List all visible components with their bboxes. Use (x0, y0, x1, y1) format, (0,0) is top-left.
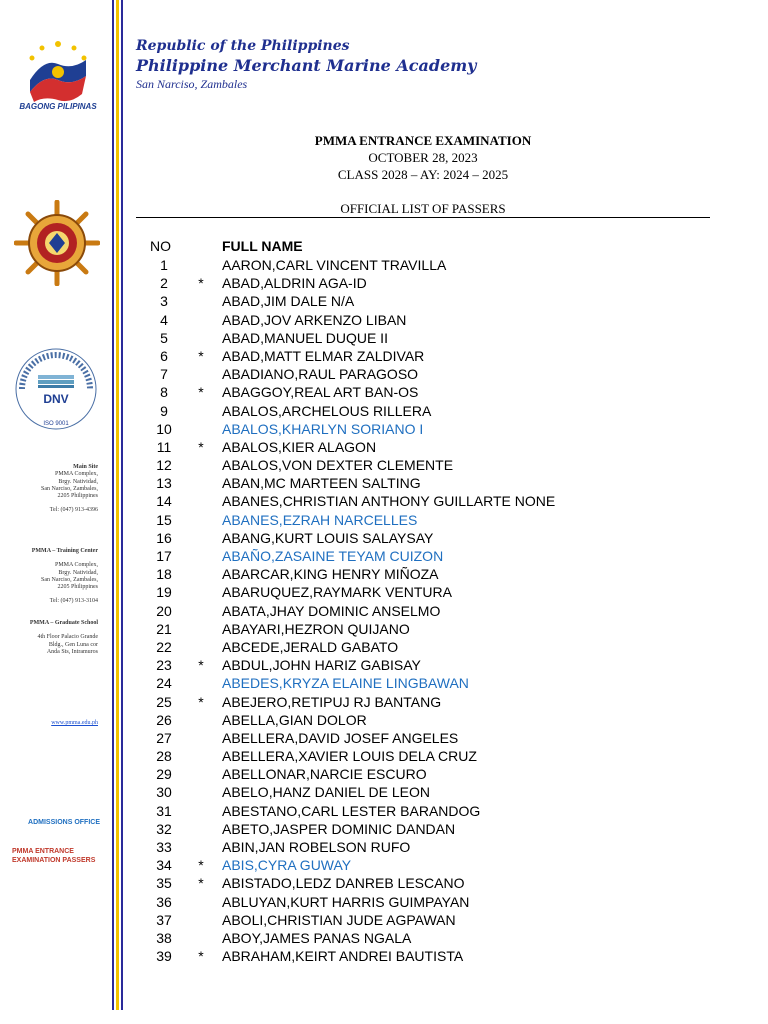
row-asterisk: * (198, 275, 204, 292)
row-full-name: ABARUQUEZ,RAYMARK VENTURA (222, 584, 452, 601)
row-asterisk: * (198, 693, 204, 710)
row-full-name: ABISTADO,LEDZ DANREB LESCANO (222, 875, 465, 892)
row-full-name: ABELLERA,DAVID JOSEF ANGELES (222, 729, 459, 746)
table-row (0, 730, 768, 748)
table-row (0, 403, 768, 421)
row-full-name: ABIS,CYRA GUWAY (222, 857, 352, 874)
row-number: 10 (156, 420, 172, 437)
main-site-line: PMMA Complex, (54, 471, 98, 478)
column-header-full-name: FULL NAME (222, 238, 303, 254)
table-row (0, 657, 768, 675)
row-full-name: ABANES,CHRISTIAN ANTHONY GUILLARTE NONE (222, 493, 556, 510)
grad-line: Bldg., Gen Luna cor (48, 641, 98, 648)
row-asterisk: * (198, 875, 204, 892)
row-full-name: ABARCAR,KING HENRY MIÑOZA (222, 566, 439, 583)
main-site-line: San Narciso, Zambales, (41, 485, 98, 492)
training-tel: Tel: (047) 913-3104 (49, 598, 98, 605)
passers-list (0, 257, 768, 966)
row-full-name: ABDUL,JOHN HARIZ GABISAY (222, 657, 421, 674)
row-number: 12 (156, 457, 172, 474)
svg-text:DNV: DNV (43, 392, 69, 406)
row-number: 36 (156, 893, 172, 910)
table-row (0, 948, 768, 966)
row-number: 18 (156, 566, 172, 583)
table-row (0, 712, 768, 730)
table-row (0, 275, 768, 293)
row-number: 34 (156, 857, 172, 874)
table-row (0, 293, 768, 311)
row-number: 1 (160, 257, 168, 273)
table-row (0, 748, 768, 766)
row-number: 13 (156, 475, 172, 492)
column-header-no: NO (150, 238, 171, 254)
row-number: 24 (156, 675, 172, 692)
row-full-name: ABALOS,VON DEXTER CLEMENTE (222, 457, 454, 474)
row-full-name: ABELLA,GIAN DOLOR (222, 711, 367, 728)
row-full-name: ABAYARI,HEZRON QUIJANO (222, 620, 410, 637)
row-number: 29 (156, 766, 172, 783)
row-number: 21 (156, 620, 172, 637)
row-number: 27 (156, 729, 172, 746)
main-site-line: 2205 Philippines (57, 493, 98, 500)
exam-passers-label: PMMA ENTRANCE EXAMINATION PASSERS (12, 848, 96, 864)
row-full-name: ABELLERA,XAVIER LOUIS DELA CRUZ (222, 748, 477, 765)
row-full-name: ABADIANO,RAUL PARAGOSO (222, 366, 419, 383)
row-full-name: ABATA,JHAY DOMINIC ANSELMO (222, 602, 441, 619)
row-full-name: ABALOS,KIER ALAGON (222, 438, 377, 455)
row-full-name: ABAD,JIM DALE N/A (222, 293, 355, 310)
table-row (0, 766, 768, 784)
title-underline (136, 217, 710, 218)
table-row (0, 512, 768, 530)
row-number: 35 (156, 875, 172, 892)
row-number: 17 (156, 548, 172, 564)
row-full-name: ABANG,KURT LOUIS SALAYSAY (222, 529, 434, 546)
row-number: 16 (156, 529, 172, 546)
row-number: 39 (156, 948, 172, 965)
row-full-name: ABOLI,CHRISTIAN JUDE AGPAWAN (222, 911, 456, 928)
row-full-name: ABALOS,KHARLYN SORIANO I (222, 420, 424, 437)
row-number: 3 (160, 293, 168, 310)
row-number: 7 (160, 366, 168, 383)
table-row (0, 839, 768, 857)
row-full-name: ABRAHAM,KEIRT ANDREI BAUTISTA (222, 948, 464, 965)
table-row (0, 493, 768, 511)
row-full-name: ABESTANO,CARL LESTER BARANDOG (222, 802, 481, 819)
website-link[interactable]: www.pmma.edu.ph (51, 720, 98, 726)
row-asterisk: * (198, 857, 204, 874)
exam-class: CLASS 2028 – AY: 2024 – 2025 (337, 167, 509, 182)
graduate-school-title: PMMA – Graduate School (29, 620, 98, 626)
table-row (0, 621, 768, 639)
row-full-name: ABELO,HANZ DANIEL DE LEON (222, 784, 430, 801)
row-number: 5 (160, 329, 168, 346)
training-line: San Narciso, Zambales, (41, 576, 98, 583)
row-full-name: ABANES,EZRAH NARCELLES (222, 511, 418, 528)
row-number: 6 (160, 347, 168, 364)
table-row (0, 694, 768, 712)
table-row (0, 603, 768, 621)
row-number: 31 (156, 802, 172, 819)
row-number: 11 (156, 438, 172, 455)
table-row (0, 894, 768, 912)
table-row (0, 457, 768, 475)
row-asterisk: * (198, 384, 204, 401)
row-number: 26 (156, 711, 172, 728)
row-full-name: ABCEDE,JERALD GABATO (222, 638, 399, 655)
table-row (0, 875, 768, 893)
row-number: 19 (156, 584, 172, 601)
svg-text:ISO 9001: ISO 9001 (43, 421, 69, 427)
row-number: 30 (156, 784, 172, 801)
main-site-line: Brgy. Natividad, (58, 478, 98, 485)
row-number: 14 (156, 493, 172, 510)
table-row (0, 439, 768, 457)
document-title-block (136, 132, 710, 217)
row-full-name: ABAÑO,ZASAINE TEYAM CUIZON (222, 548, 444, 564)
table-row (0, 312, 768, 330)
table-row (0, 639, 768, 657)
table-row (0, 366, 768, 384)
row-asterisk: * (198, 657, 204, 674)
row-asterisk: * (198, 438, 204, 455)
row-full-name: ABAGGOY,REAL ART BAN-OS (222, 384, 419, 401)
letterhead (136, 38, 476, 92)
table-row (0, 548, 768, 566)
row-full-name: ABETO,JASPER DOMINIC DANDAN (222, 820, 456, 837)
row-number: 25 (156, 693, 172, 710)
table-row (0, 421, 768, 439)
row-number: 38 (156, 929, 172, 946)
table-row (0, 784, 768, 802)
row-number: 33 (156, 839, 172, 855)
row-full-name: AARON,CARL VINCENT TRAVILLA (222, 257, 447, 273)
training-line: 2205 Philippines (57, 584, 98, 591)
row-asterisk: * (198, 347, 204, 364)
row-full-name: ABEDES,KRYZA ELAINE LINGBAWAN (222, 675, 469, 692)
main-site-tel: Tel: (047) 913-4396 (49, 507, 98, 514)
table-row (0, 257, 768, 275)
table-row (0, 530, 768, 548)
bagong-pilipinas-text: BAGONG PILIPINAS (19, 102, 97, 111)
training-center-title: PMMA – Training Center (31, 548, 98, 554)
row-number: 20 (156, 602, 172, 619)
table-row (0, 803, 768, 821)
exam-title: PMMA ENTRANCE EXAMINATION (314, 133, 532, 148)
row-number: 37 (156, 911, 172, 928)
row-number: 2 (160, 275, 168, 292)
table-row (0, 912, 768, 930)
main-site-title: Main Site (73, 464, 98, 470)
table-row (0, 384, 768, 402)
admissions-office-label: ADMISSIONS OFFICE (28, 819, 100, 826)
table-row (0, 566, 768, 584)
row-number: 15 (156, 511, 172, 528)
row-number: 22 (156, 638, 172, 655)
row-full-name: ABIN,JAN ROBELSON RUFO (222, 839, 411, 855)
grad-line: Anda Sts, Intramuros (46, 648, 98, 655)
republic-heading: Republic of the Philippines (136, 38, 350, 54)
training-line: PMMA Complex, (54, 562, 98, 569)
table-row (0, 675, 768, 693)
row-full-name: ABELLONAR,NARCIE ESCURO (222, 766, 427, 783)
row-full-name: ABAN,MC MARTEEN SALTING (222, 475, 421, 492)
row-number: 23 (156, 657, 172, 674)
row-number: 32 (156, 820, 172, 837)
row-number: 28 (156, 748, 172, 765)
row-full-name: ABAD,MATT ELMAR ZALDIVAR (222, 347, 425, 364)
training-line: Brgy. Natividad, (58, 569, 98, 576)
table-row (0, 857, 768, 875)
table-row (0, 348, 768, 366)
table-row (0, 821, 768, 839)
row-full-name: ABEJERO,RETIPUJ RJ BANTANG (222, 693, 442, 710)
row-full-name: ABAD,ALDRIN AGA-ID (222, 275, 367, 292)
grad-line: 4th Floor Palacio Grande (37, 634, 98, 641)
row-full-name: ABLUYAN,KURT HARRIS GUIMPAYAN (222, 893, 470, 910)
row-number: 8 (160, 384, 168, 401)
row-full-name: ABALOS,ARCHELOUS RILLERA (222, 402, 432, 419)
row-full-name: ABAD,JOV ARKENZO LIBAN (222, 311, 407, 328)
table-row (0, 930, 768, 948)
row-full-name: ABAD,MANUEL DUQUE II (222, 329, 388, 346)
table-row (0, 475, 768, 493)
row-full-name: ABOY,JAMES PANAS NGALA (222, 929, 412, 946)
table-row (0, 330, 768, 348)
row-number: 4 (160, 311, 168, 328)
list-title: OFFICIAL LIST OF PASSERS (340, 201, 506, 216)
exam-date: OCTOBER 28, 2023 (368, 150, 478, 165)
row-number: 9 (160, 402, 168, 419)
academy-heading: Philippine Merchant Marine Academy (136, 56, 477, 75)
academy-location: San Narciso, Zambales (136, 77, 248, 91)
row-asterisk: * (198, 948, 204, 965)
table-row (0, 584, 768, 602)
